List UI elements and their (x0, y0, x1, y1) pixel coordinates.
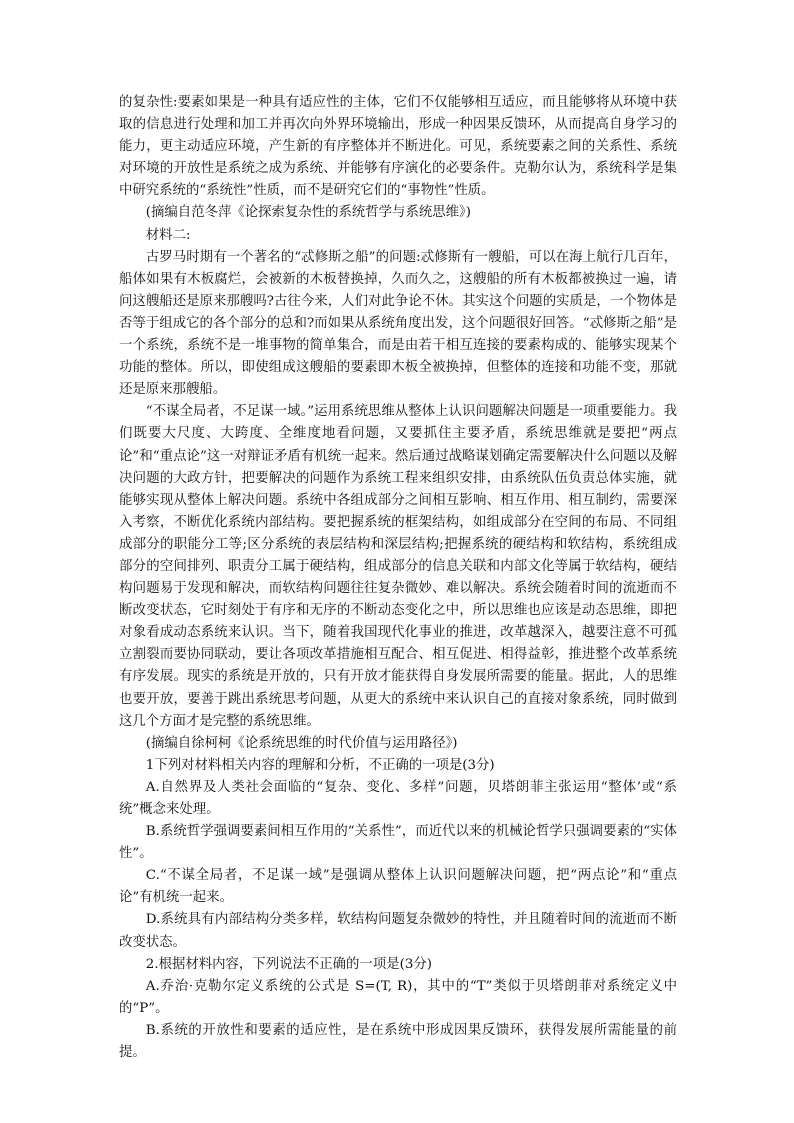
document-page (119, 92, 677, 1064)
question-2-option-a: A.乔治·克勒尔定义系统的公式是 S=(T, R)，其中的“T”类似于贝塔朗菲对系统定义中的“P”。 (119, 978, 677, 1016)
paragraph-complexity: 的复杂性:要素如果是一种具有适应性的主体，它们不仅能够相互适应，而且能够将从环境中获取的信息进行处理和加工并再次向外界环境输出，形成一种因果反馈环，从而提高自身学习的能力，更主动适应环境，产生新的有序整体并不断进化。可见，系统要素之间的关系性、系统对环境的开放性是系统之成为系统、并能够有序演化的必要条件。克勒尔认为，系统科学是集中研究系统的“系统性”性质，而不是研究它们的“事物性”性质。 (119, 95, 677, 199)
question-1: 1下列对材料相关内容的理解和分析，不正确的一项是(3分) (145, 757, 495, 773)
question-2-option-b: B.系统的开放性和要素的适应性，是在系统中形成因果反馈环，获得发展所需能量的前提。 (119, 1022, 677, 1061)
paragraph-system-thinking: “不谋全局者，不足谋一域。”运用系统思维从整体上认识问题解决问题是一项重要能力。我们既要大尺度、大跨度、全维度地看问题，又要抓住主要矛盾，系统思维就是要把“两点论”和“重点论”这一对辩证矛盾有机统一起来。然后通过战略谋划确定需要解决什么问题以及解决问题的大政方针，把要解决的问题作为系统工程来组织安排，由系统队伍负责总体实施，就能够实现从整体上解决问题。系统中各组成部分之间相互影响、相互作用、相互制约，需要深入考察，不断优化系统内部结构。要把握系统的框架结构，如组成部分在空间的布局、不同组成部分的职能分工等;区分系统的表层结构和深层结构;把握系统的硬结构和软结构，系统组成部分的空间排列、职责分工属于硬结构，组成部分的信息关联和内部文化等属于软结构，硬结构问题易于发现和解决，而软结构问题往往复杂微妙、难以解决。系统会随着时间的流逝而不断改变状态，它时刻处于有序和无序的不断动态变化之中，所以思维也应该是动态思维，即把对象看成动态系统来认识。当下，随着我国现代化事业的推进，改革越深入，越要注意不可孤立割裂而要协同联动，要让各项改革措施相互配合、相互促进、相得益彰，推进整个改革系统有序发展。现实的系统是开放的，只有开放才能获得自身发展所需要的能量。据此，人的思维也要开放，要善于跳出系统思考问题，从更大的系统中来认识自己的直接对象系统，同时做到这几个方面才是完整的系统思维。 (119, 404, 677, 729)
question-1-option-c: C.“不谋全局者，不足谋一域”是强调从整体上认识问题解决问题，把“两点论”和“重点论”有机统一起来。 (119, 868, 677, 906)
question-2: 2.根据材料内容，下列说法不正确的一项是(3分) (145, 956, 432, 972)
source-citation-1: (摘编自范冬萍《论探索复杂性的系统哲学与系统思维》) (145, 205, 471, 221)
question-1-option-b: B.系统哲学强调要素间相互作用的“关系性”，而近代以来的机械论哲学只强调要素的“实体性”。 (119, 824, 677, 862)
paragraph-ship-of-theseus: 古罗马时期有一个著名的“忒修斯之船”的问题:忒修斯有一艘船，可以在海上航行几百年，船体如果有木板腐烂，会被新的木板替换掉，久而久之，这艘船的所有木板都被换过一遍，请问这艘船还是原来那艘吗?古往今来，人们对此争论不休。其实这个问题的实质是，一个物体是否等于组成它的各个部分的总和?而如果从系统角度出发，这个问题很好回答。“忒修斯之船”是一个系统，系统不是一堆事物的简单集合，而是由若干相互连接的要素构成的、能够实现某个功能的整体。所以，即使组成这艘船的要素即木板全被换掉，但整体的连接和功能不变，那就还是原来那艘船。 (119, 249, 677, 398)
material-2-heading: 材料二: (145, 227, 191, 243)
source-citation-2: (摘编自徐柯柯《论系统思维的时代价值与运用路径》) (145, 735, 458, 751)
question-1-option-a: A.自然界及人类社会面临的“复杂、变化、多样”问题，贝塔朗菲主张运用“整体’或“系统”概念来处理。 (119, 779, 677, 817)
question-1-option-d: D.系统具有内部结构分类多样，软结构问题复杂微妙的特性，并且随着时间的流逝而不断改变状态。 (119, 912, 677, 950)
